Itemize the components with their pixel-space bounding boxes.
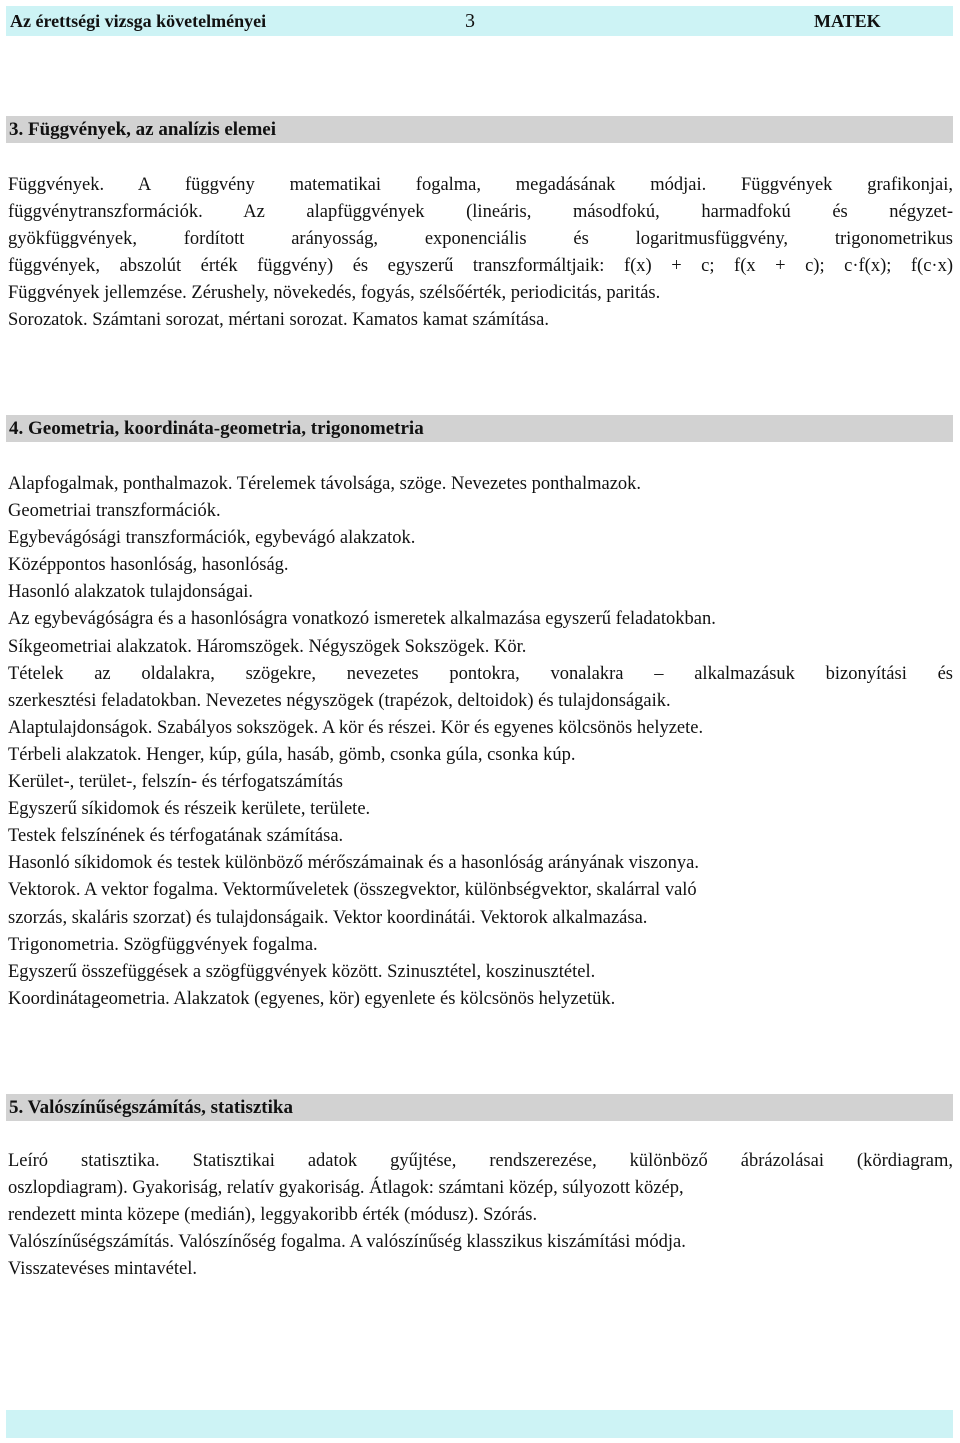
section-5-line: Leíró statisztika. Statisztikai adatok gyűjtése, rendszerezése, különböző ábrázolásai (kördiagram, <box>8 1151 953 1171</box>
section-4-line: Síkgeometriai alakzatok. Háromszögek. Négyszögek Sokszögek. Kör. <box>8 636 527 657</box>
header-document-title: Az érettségi vizsga követelményei <box>10 11 267 31</box>
section-3-line: Függvények. A függvény matematikai fogalma, megadásának módjai. Függvények grafikonjai, <box>8 175 953 195</box>
section-3-line: gyökfüggvények, fordított arányosság, exponenciális és logaritmusfüggvény, trigonometrikus <box>8 229 953 250</box>
section-4-line: Alapfogalmak, ponthalmazok. Térelemek távolsága, szöge. Nevezetes ponthalmazok. <box>8 474 642 494</box>
section-4-line: Geometriai transzformációk. <box>8 501 221 522</box>
section-4-line: szorzás, skaláris szorzat) és tulajdonságaik. Vektor koordinátái. Vektorok alkalmazása. <box>8 907 648 928</box>
section-3-line: függvénytranszformációk. Az alapfüggvények (lineáris, másodfokú, harmadfokú és négyzet- <box>8 202 953 223</box>
section-4-line: Koordinátageometria. Alakzatok (egyenes, kör) egyenlete és kölcsönös helyzetük. <box>8 988 616 1009</box>
section-4-line: Középpontos hasonlóság, hasonlóság. <box>8 555 289 576</box>
section-4-line: Hasonló síkidomok és testek különböző mérőszámainak és a hasonlóság arányának viszonya. <box>8 853 700 874</box>
section-3-heading: 3. Függvények, az analízis elemei <box>6 116 953 143</box>
page-footer <box>6 1410 953 1438</box>
section-4-line: Tételek az oldalakra, szögekre, nevezetes pontokra, vonalakra – alkalmazásuk bizonyítási és <box>8 663 953 684</box>
section-4-heading: 4. Geometria, koordináta-geometria, trigonometria <box>6 415 953 442</box>
section-4-line: Hasonló alakzatok tulajdonságai. <box>8 582 254 603</box>
section-5-line: Visszatevéses mintavétel. <box>8 1259 197 1280</box>
section-4-line: Trigonometria. Szögfüggvények fogalma. <box>8 934 318 955</box>
section-4-line: Egybevágósági transzformációk, egybevágó alakzatok. <box>8 528 416 549</box>
header-subject: MATEK <box>814 11 881 31</box>
section-4-line: Vektorok. A vektor fogalma. Vektorműveletek (összegvektor, különbségvektor, skalárral való <box>8 880 697 901</box>
section-4-line: szerkesztési feladatokban. Nevezetes négyszögek (trapézok, deltoidok) és tulajdonságaik. <box>8 690 671 711</box>
section-5-line: rendezett minta közepe (medián), leggyakoribb érték (módusz). Szórás. <box>8 1205 538 1226</box>
section-4-line: Alaptulajdonságok. Szabályos sokszögek. A kör és részei. Kör és egyenes kölcsönös helyzete. <box>8 717 704 738</box>
page-header <box>6 6 953 36</box>
section-5-line: oszlopdiagram). Gyakoriság, relatív gyakoriság. Átlagok: számtani közép, súlyozott közép, <box>8 1178 684 1199</box>
section-4-line: Egyszerű összefüggések a szögfüggvények között. Szinusztétel, koszinusztétel. <box>8 961 596 982</box>
section-3-line: Sorozatok. Számtani sorozat, mértani sorozat. Kamatos kamat számítása. <box>8 310 549 331</box>
header-page-number: 3 <box>465 10 475 32</box>
section-4-body <box>8 471 953 1013</box>
section-4-line: Egyszerű síkidomok és részeik kerülete, területe. <box>8 799 371 820</box>
section-4-line: Testek felszínének és térfogatának számítása. <box>8 826 344 847</box>
section-5-heading: 5. Valószínűségszámítás, statisztika <box>6 1094 953 1121</box>
section-3-body <box>8 172 953 335</box>
section-3-line: Függvények jellemzése. Zérushely, növekedés, fogyás, szélsőérték, periodicitás, paritás. <box>8 283 661 304</box>
section-5-line: Valószínűségszámítás. Valószínőség fogalma. A valószínűség klasszikus kiszámítási módja. <box>8 1232 686 1253</box>
section-4-line: Az egybevágóságra és a hasonlóságra vonatkozó ismeretek alkalmazása egyszerű feladatokban. <box>8 609 716 630</box>
section-5-body <box>8 1148 953 1283</box>
section-4-line: Térbeli alakzatok. Henger, kúp, gúla, hasáb, gömb, csonka gúla, csonka kúp. <box>8 744 576 765</box>
section-4-line: Kerület-, terület-, felszín- és térfogatszámítás <box>8 772 343 793</box>
section-3-line: függvények, abszolút érték függvény) és egyszerű transzformáltjaik: f(x) + c; f(x + c); c·f(x); f(c·x) <box>8 256 953 277</box>
